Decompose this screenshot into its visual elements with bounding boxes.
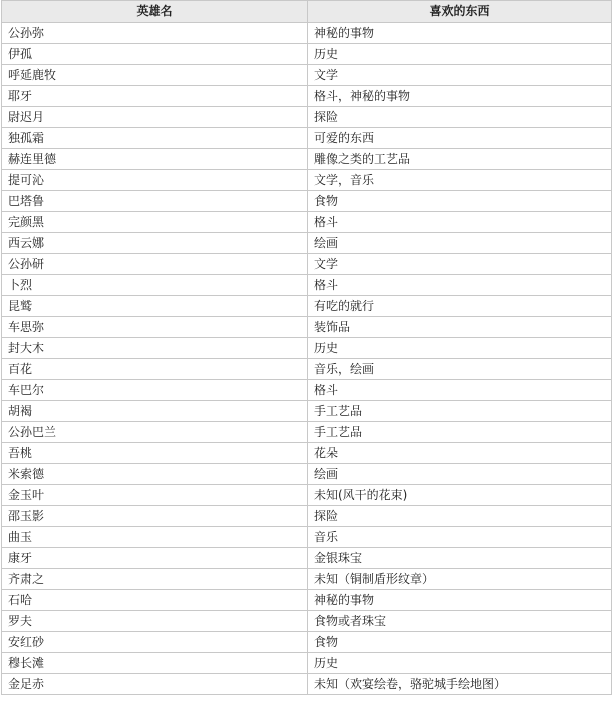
favorite-things-cell: 未知（铜制盾形纹章） <box>308 569 612 590</box>
hero-name-cell: 康牙 <box>2 548 308 569</box>
hero-name-cell: 昆鹫 <box>2 296 308 317</box>
hero-name-cell: 提可沁 <box>2 170 308 191</box>
favorite-things-cell: 装饰品 <box>308 317 612 338</box>
table-row <box>2 212 612 233</box>
hero-name-cell: 封大木 <box>2 338 308 359</box>
hero-name-cell: 赫连里德 <box>2 149 308 170</box>
table-row <box>2 485 612 506</box>
favorite-things-cell: 探险 <box>308 506 612 527</box>
hero-name-cell: 吾桃 <box>2 443 308 464</box>
table-row <box>2 65 612 86</box>
table-row <box>2 44 612 65</box>
hero-name-cell: 公孙研 <box>2 254 308 275</box>
favorite-things-cell: 文学 <box>308 254 612 275</box>
favorite-things-cell: 绘画 <box>308 464 612 485</box>
header-row <box>2 1 612 23</box>
table-row <box>2 632 612 653</box>
table-row <box>2 170 612 191</box>
table-row <box>2 128 612 149</box>
favorite-things-cell: 未知（欢宴绘卷，骆驼城手绘地图） <box>308 674 612 695</box>
favorite-things-cell: 音乐，绘画 <box>308 359 612 380</box>
table-row <box>2 611 612 632</box>
favorite-things-cell: 格斗，神秘的事物 <box>308 86 612 107</box>
favorite-things-cell: 雕像之类的工艺品 <box>308 149 612 170</box>
hero-name-cell: 安红砂 <box>2 632 308 653</box>
table-row <box>2 464 612 485</box>
hero-name-cell: 巴塔鲁 <box>2 191 308 212</box>
hero-name-cell: 金玉叶 <box>2 485 308 506</box>
table-row <box>2 590 612 611</box>
table-row <box>2 569 612 590</box>
hero-name-cell: 公孙巴兰 <box>2 422 308 443</box>
hero-name-cell: 完颜黑 <box>2 212 308 233</box>
hero-name-cell: 西云娜 <box>2 233 308 254</box>
favorite-things-cell: 手工艺品 <box>308 401 612 422</box>
favorite-things-cell: 神秘的事物 <box>308 23 612 44</box>
table-row <box>2 317 612 338</box>
favorite-things-cell: 历史 <box>308 44 612 65</box>
favorite-things-cell: 金银珠宝 <box>308 548 612 569</box>
table-row <box>2 548 612 569</box>
table-body <box>2 23 612 695</box>
hero-name-cell: 石哈 <box>2 590 308 611</box>
table-row <box>2 527 612 548</box>
favorite-things-cell: 格斗 <box>308 380 612 401</box>
favorite-things-cell: 探险 <box>308 107 612 128</box>
favorite-things-cell: 手工艺品 <box>308 422 612 443</box>
favorite-things-cell: 食物或者珠宝 <box>308 611 612 632</box>
hero-name-cell: 曲玉 <box>2 527 308 548</box>
table-row <box>2 359 612 380</box>
favorite-things-cell: 可爱的东西 <box>308 128 612 149</box>
header-hero-name: 英雄名 <box>2 1 308 23</box>
table-row <box>2 254 612 275</box>
hero-name-cell: 尉迟月 <box>2 107 308 128</box>
header-favorite-things: 喜欢的东西 <box>308 1 612 23</box>
hero-name-cell: 车思弥 <box>2 317 308 338</box>
hero-name-cell: 罗夫 <box>2 611 308 632</box>
table-row <box>2 86 612 107</box>
favorite-things-cell: 音乐 <box>308 527 612 548</box>
hero-name-cell: 车巴尔 <box>2 380 308 401</box>
favorite-things-cell: 神秘的事物 <box>308 590 612 611</box>
table-row <box>2 653 612 674</box>
table-row <box>2 23 612 44</box>
hero-name-cell: 邵玉影 <box>2 506 308 527</box>
favorite-things-cell: 格斗 <box>308 275 612 296</box>
hero-name-cell: 呼延鹿牧 <box>2 65 308 86</box>
hero-name-cell: 耶牙 <box>2 86 308 107</box>
hero-name-cell: 齐肃之 <box>2 569 308 590</box>
hero-name-cell: 穆长滩 <box>2 653 308 674</box>
table-row <box>2 149 612 170</box>
favorite-things-cell: 文学 <box>308 65 612 86</box>
hero-name-cell: 公孙弥 <box>2 23 308 44</box>
table-row <box>2 674 612 695</box>
hero-name-cell: 胡褐 <box>2 401 308 422</box>
hero-name-cell: 百花 <box>2 359 308 380</box>
favorite-things-cell: 未知(风干的花束) <box>308 485 612 506</box>
table-row <box>2 338 612 359</box>
favorite-things-cell: 历史 <box>308 653 612 674</box>
favorite-things-cell: 有吃的就行 <box>308 296 612 317</box>
hero-name-cell: 金足赤 <box>2 674 308 695</box>
hero-name-cell: 独孤霜 <box>2 128 308 149</box>
table-row <box>2 506 612 527</box>
favorite-things-cell: 绘画 <box>308 233 612 254</box>
table-row <box>2 380 612 401</box>
favorite-things-cell: 花朵 <box>308 443 612 464</box>
table-row <box>2 443 612 464</box>
hero-name-cell: 卜烈 <box>2 275 308 296</box>
hero-preferences-table <box>1 0 612 695</box>
table-row <box>2 233 612 254</box>
table-row <box>2 107 612 128</box>
table-row <box>2 422 612 443</box>
hero-name-cell: 米索德 <box>2 464 308 485</box>
table-row <box>2 296 612 317</box>
table-row <box>2 401 612 422</box>
hero-name-cell: 伊孤 <box>2 44 308 65</box>
favorite-things-cell: 文学，音乐 <box>308 170 612 191</box>
favorite-things-cell: 格斗 <box>308 212 612 233</box>
table-row <box>2 191 612 212</box>
favorite-things-cell: 食物 <box>308 632 612 653</box>
favorite-things-cell: 食物 <box>308 191 612 212</box>
table-row <box>2 275 612 296</box>
favorite-things-cell: 历史 <box>308 338 612 359</box>
